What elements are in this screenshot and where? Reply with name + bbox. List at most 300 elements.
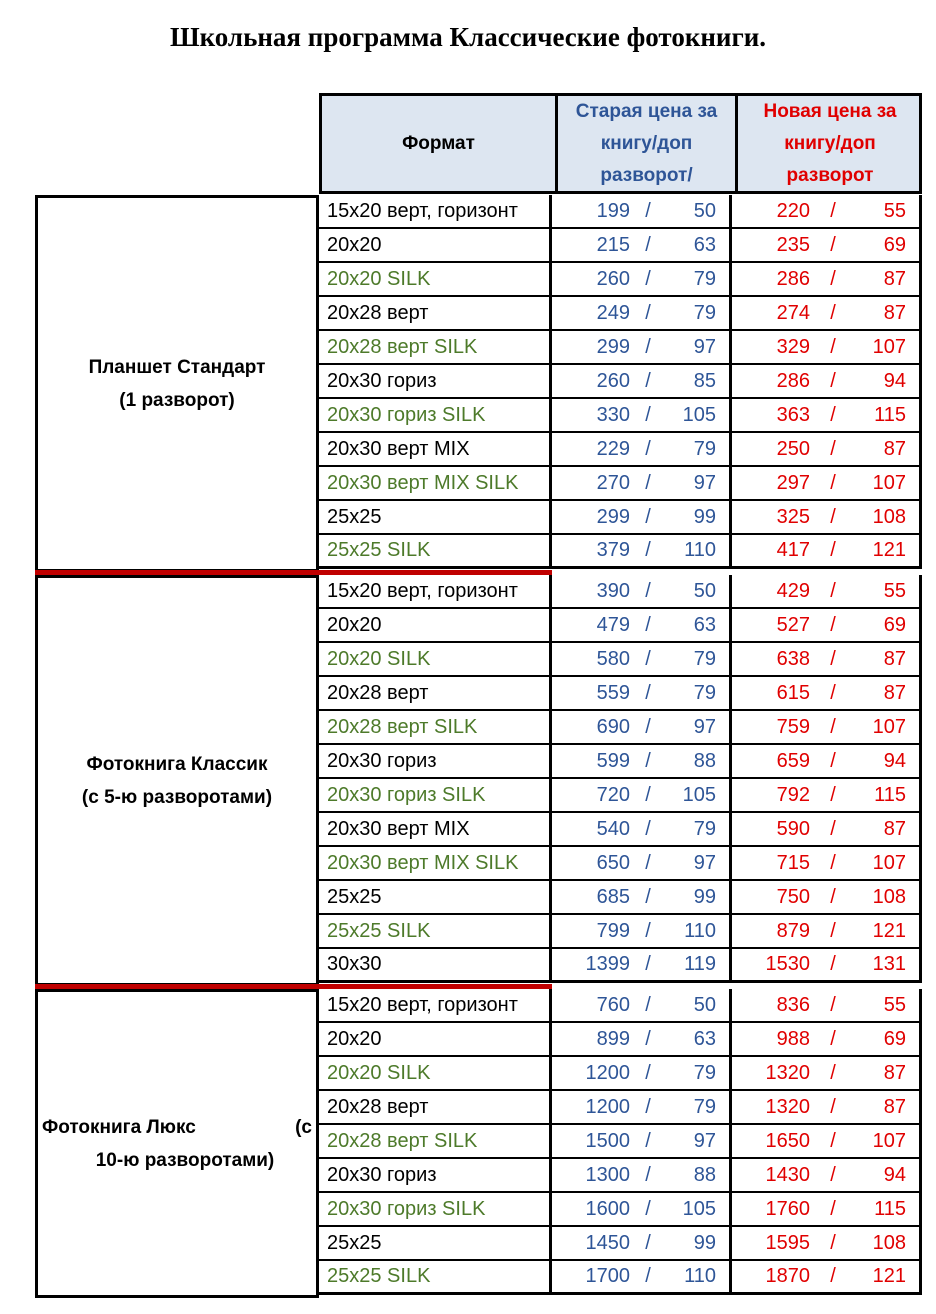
new-price-cell — [732, 1261, 919, 1292]
old-spread-price: 79 — [693, 301, 716, 324]
new-book-price: 329 — [776, 335, 810, 358]
old-price-cell — [552, 575, 732, 607]
group-label-line: 10-ю разворотами) — [95, 1149, 275, 1171]
format-cell: 15x20 верт, горизонт — [319, 195, 552, 227]
price-separator: / — [830, 1095, 836, 1118]
price-separator: / — [645, 1231, 651, 1254]
price-separator: / — [830, 301, 836, 324]
old-spread-price: 79 — [693, 1061, 716, 1084]
old-price-cell — [552, 467, 732, 499]
price-separator: / — [830, 579, 836, 602]
format-cell: 20x30 гориз SILK — [319, 779, 552, 811]
price-separator: / — [830, 369, 836, 392]
price-separator: / — [645, 579, 651, 602]
table-row — [319, 195, 919, 229]
old-book-price: 1450 — [585, 1231, 630, 1254]
format-cell: 15x20 верт, горизонт — [319, 989, 552, 1021]
old-book-price: 799 — [596, 919, 630, 942]
new-spread-price: 107 — [872, 1129, 906, 1152]
old-book-price: 690 — [596, 715, 630, 738]
format-cell: 20x28 верт SILK — [319, 711, 552, 743]
format-cell: 20x30 верт MIX SILK — [319, 847, 552, 879]
old-spread-price: 99 — [693, 885, 716, 908]
old-spread-price: 99 — [693, 1231, 716, 1254]
table-row — [319, 1091, 919, 1125]
format-cell: 20x20 — [319, 609, 552, 641]
old-price-cell — [552, 847, 732, 879]
price-separator: / — [830, 471, 836, 494]
new-book-price: 286 — [776, 369, 810, 392]
old-book-price: 479 — [596, 613, 630, 636]
old-book-price: 330 — [596, 403, 630, 426]
table-row — [319, 779, 919, 813]
table-row — [319, 1193, 919, 1227]
format-cell: 20x30 гориз SILK — [319, 1193, 552, 1225]
new-price-cell — [732, 501, 919, 533]
table-row — [319, 575, 919, 609]
new-price-cell — [732, 949, 919, 980]
table-row — [319, 609, 919, 643]
price-separator: / — [830, 1231, 836, 1254]
new-book-price: 715 — [776, 851, 810, 874]
group-label — [35, 195, 319, 572]
table-row — [319, 365, 919, 399]
format-cell: 20x30 гориз — [319, 745, 552, 777]
section-divider — [35, 570, 552, 575]
new-price-cell — [732, 297, 919, 329]
table-row — [319, 1261, 919, 1295]
price-separator: / — [645, 885, 651, 908]
new-spread-price: 121 — [872, 919, 906, 942]
header-new-line: книгу/доп — [784, 132, 876, 154]
price-separator: / — [645, 267, 651, 290]
new-price-cell — [732, 195, 919, 227]
old-spread-price: 79 — [693, 267, 716, 290]
old-price-cell — [552, 989, 732, 1021]
format-cell: 25x25 SILK — [319, 1261, 552, 1292]
price-separator: / — [645, 817, 651, 840]
new-spread-price: 121 — [872, 539, 906, 561]
price-separator: / — [645, 539, 651, 561]
header-format: Формат — [402, 132, 475, 154]
old-spread-price: 63 — [693, 233, 716, 256]
old-book-price: 1200 — [585, 1061, 630, 1084]
price-separator: / — [830, 1027, 836, 1050]
old-spread-price: 50 — [693, 199, 716, 222]
price-rows — [319, 195, 922, 569]
old-price-cell — [552, 433, 732, 465]
price-separator: / — [645, 505, 651, 528]
new-price-cell — [732, 399, 919, 431]
old-spread-price: 79 — [693, 437, 716, 460]
price-separator: / — [645, 301, 651, 324]
new-price-cell — [732, 711, 919, 743]
old-spread-price: 110 — [684, 1265, 716, 1287]
old-spread-price: 79 — [693, 1095, 716, 1118]
old-spread-price: 63 — [693, 1027, 716, 1050]
table-row — [319, 847, 919, 881]
table-row — [319, 467, 919, 501]
format-cell: 30x30 — [319, 949, 552, 980]
table-row — [319, 1023, 919, 1057]
old-spread-price: 88 — [693, 1163, 716, 1186]
format-cell: 20x28 верт — [319, 1091, 552, 1123]
old-book-price: 270 — [596, 471, 630, 494]
new-book-price: 297 — [776, 471, 810, 494]
format-cell: 20x28 верт SILK — [319, 331, 552, 363]
new-book-price: 235 — [776, 233, 810, 256]
group-section — [35, 575, 922, 986]
old-spread-price: 79 — [693, 647, 716, 670]
header-old-price — [555, 96, 735, 191]
price-separator: / — [830, 613, 836, 636]
new-price-cell — [732, 1159, 919, 1191]
format-cell: 20x20 SILK — [319, 643, 552, 675]
new-book-price: 1650 — [765, 1129, 810, 1152]
price-separator: / — [830, 817, 836, 840]
new-book-price: 759 — [776, 715, 810, 738]
old-price-cell — [552, 881, 732, 913]
new-spread-price: 55 — [883, 993, 906, 1016]
old-book-price: 199 — [596, 199, 630, 222]
table-row — [319, 399, 919, 433]
old-price-cell — [552, 711, 732, 743]
price-separator: / — [645, 471, 651, 494]
new-price-cell — [732, 1227, 919, 1259]
price-separator: / — [645, 1027, 651, 1050]
new-book-price: 220 — [776, 199, 810, 222]
new-spread-price: 55 — [883, 579, 906, 602]
old-price-cell — [552, 949, 732, 980]
format-cell: 25x25 — [319, 1227, 552, 1259]
price-separator: / — [645, 715, 651, 738]
old-price-cell — [552, 1261, 732, 1292]
new-spread-price: 115 — [874, 783, 906, 806]
new-book-price: 879 — [776, 919, 810, 942]
price-separator: / — [830, 885, 836, 908]
old-book-price: 260 — [596, 369, 630, 392]
new-price-cell — [732, 1125, 919, 1157]
price-separator: / — [830, 993, 836, 1016]
new-price-cell — [732, 229, 919, 261]
price-separator: / — [645, 749, 651, 772]
price-separator: / — [830, 335, 836, 358]
format-cell: 20x30 верт MIX — [319, 433, 552, 465]
new-book-price: 527 — [776, 613, 810, 636]
old-price-cell — [552, 399, 732, 431]
price-separator: / — [645, 233, 651, 256]
format-cell: 20x28 верт — [319, 297, 552, 329]
price-separator: / — [645, 1061, 651, 1084]
header-new-line: разворот — [786, 164, 874, 186]
price-separator: / — [830, 505, 836, 528]
old-price-cell — [552, 331, 732, 363]
price-separator: / — [830, 919, 836, 942]
new-price-cell — [732, 263, 919, 295]
price-separator: / — [830, 267, 836, 290]
new-spread-price: 115 — [874, 1197, 906, 1220]
old-book-price: 390 — [596, 579, 630, 602]
new-spread-price: 69 — [883, 613, 906, 636]
table-row — [319, 1125, 919, 1159]
price-separator: / — [830, 1061, 836, 1084]
price-separator: / — [645, 851, 651, 874]
new-book-price: 1870 — [765, 1265, 810, 1287]
old-price-cell — [552, 501, 732, 533]
old-book-price: 229 — [596, 437, 630, 460]
group-label-line: Фотокнига Люкс — [42, 1116, 196, 1138]
table-row — [319, 745, 919, 779]
old-spread-price: 97 — [693, 471, 716, 494]
new-book-price: 615 — [776, 681, 810, 704]
table-row — [319, 1057, 919, 1091]
price-separator: / — [830, 681, 836, 704]
new-book-price: 590 — [776, 817, 810, 840]
old-price-cell — [552, 609, 732, 641]
old-book-price: 1600 — [585, 1197, 630, 1220]
old-spread-price: 85 — [693, 369, 716, 392]
old-book-price: 1399 — [585, 953, 630, 975]
old-spread-price: 97 — [693, 335, 716, 358]
group-label-line: (с 5-ю разворотами) — [81, 786, 273, 808]
new-spread-price: 94 — [883, 1163, 906, 1186]
group-label-line: Планшет Стандарт — [88, 356, 266, 378]
new-spread-price: 108 — [872, 885, 906, 908]
price-separator: / — [645, 369, 651, 392]
format-cell: 20x20 SILK — [319, 1057, 552, 1089]
table-row — [319, 989, 919, 1023]
new-price-cell — [732, 881, 919, 913]
old-price-cell — [552, 745, 732, 777]
table-row — [319, 1227, 919, 1261]
old-book-price: 559 — [596, 681, 630, 704]
old-price-cell — [552, 1057, 732, 1089]
new-book-price: 1320 — [765, 1095, 810, 1118]
group-label — [35, 989, 319, 1298]
new-spread-price: 107 — [872, 851, 906, 874]
group-section — [35, 989, 922, 1298]
price-separator: / — [830, 1129, 836, 1152]
new-spread-price: 87 — [883, 267, 906, 290]
format-cell: 20x30 верт MIX SILK — [319, 467, 552, 499]
price-separator: / — [645, 1197, 651, 1220]
new-spread-price: 107 — [872, 715, 906, 738]
price-separator: / — [645, 199, 651, 222]
table-row — [319, 501, 919, 535]
price-separator: / — [830, 1265, 836, 1287]
price-separator: / — [645, 783, 651, 806]
old-spread-price: 119 — [684, 953, 716, 975]
new-spread-price: 87 — [883, 817, 906, 840]
old-book-price: 899 — [596, 1027, 630, 1050]
table-row — [319, 949, 919, 983]
format-cell: 20x20 — [319, 229, 552, 261]
price-separator: / — [830, 715, 836, 738]
price-separator: / — [645, 437, 651, 460]
price-separator: / — [645, 1163, 651, 1186]
new-book-price: 363 — [776, 403, 810, 426]
new-book-price: 429 — [776, 579, 810, 602]
new-price-cell — [732, 643, 919, 675]
table-row — [319, 711, 919, 745]
table-row — [319, 229, 919, 263]
new-spread-price: 94 — [883, 749, 906, 772]
old-price-cell — [552, 1227, 732, 1259]
old-spread-price: 88 — [693, 749, 716, 772]
table-row — [319, 677, 919, 711]
new-spread-price: 107 — [872, 471, 906, 494]
old-spread-price: 97 — [693, 715, 716, 738]
old-price-cell — [552, 263, 732, 295]
new-book-price: 274 — [776, 301, 810, 324]
section-divider — [35, 984, 552, 989]
new-spread-price: 107 — [872, 335, 906, 358]
group-label — [35, 575, 319, 986]
price-separator: / — [830, 1163, 836, 1186]
group-label-line: (1 разворот) — [119, 389, 235, 411]
new-spread-price: 108 — [872, 1231, 906, 1254]
old-spread-price: 79 — [693, 681, 716, 704]
old-price-cell — [552, 915, 732, 947]
price-separator: / — [645, 953, 651, 975]
format-cell: 20x30 верт MIX — [319, 813, 552, 845]
old-spread-price: 110 — [684, 539, 716, 561]
price-separator: / — [830, 1197, 836, 1220]
price-separator: / — [830, 953, 836, 975]
new-book-price: 1760 — [765, 1197, 810, 1220]
format-cell: 25x25 SILK — [319, 915, 552, 947]
table-row — [319, 915, 919, 949]
new-price-cell — [732, 1023, 919, 1055]
new-book-price: 659 — [776, 749, 810, 772]
new-book-price: 1530 — [765, 953, 810, 975]
table-row — [319, 643, 919, 677]
format-cell: 20x28 верт — [319, 677, 552, 709]
old-spread-price: 97 — [693, 1129, 716, 1152]
price-separator: / — [645, 647, 651, 670]
old-price-cell — [552, 643, 732, 675]
old-spread-price: 63 — [693, 613, 716, 636]
price-separator: / — [645, 993, 651, 1016]
old-book-price: 1200 — [585, 1095, 630, 1118]
old-price-cell — [552, 535, 732, 566]
new-price-cell — [732, 779, 919, 811]
old-spread-price: 50 — [693, 993, 716, 1016]
table-row — [319, 535, 919, 569]
new-book-price: 750 — [776, 885, 810, 908]
format-cell: 15x20 верт, горизонт — [319, 575, 552, 607]
new-price-cell — [732, 1193, 919, 1225]
new-price-cell — [732, 1091, 919, 1123]
price-separator: / — [645, 1095, 651, 1118]
table-row — [319, 1159, 919, 1193]
price-separator: / — [830, 403, 836, 426]
old-spread-price: 79 — [693, 817, 716, 840]
new-spread-price: 87 — [883, 301, 906, 324]
price-separator: / — [830, 783, 836, 806]
new-price-cell — [732, 1057, 919, 1089]
new-price-cell — [732, 331, 919, 363]
new-price-cell — [732, 535, 919, 566]
old-book-price: 540 — [596, 817, 630, 840]
old-price-cell — [552, 813, 732, 845]
price-separator: / — [830, 539, 836, 561]
price-separator: / — [645, 403, 651, 426]
price-rows — [319, 575, 922, 983]
table-row — [319, 433, 919, 467]
new-price-cell — [732, 365, 919, 397]
new-book-price: 1430 — [765, 1163, 810, 1186]
new-spread-price: 87 — [883, 437, 906, 460]
new-book-price: 1595 — [765, 1231, 810, 1254]
old-price-cell — [552, 779, 732, 811]
old-book-price: 299 — [596, 505, 630, 528]
old-book-price: 260 — [596, 267, 630, 290]
old-book-price: 379 — [596, 539, 630, 561]
old-price-cell — [552, 677, 732, 709]
new-book-price: 988 — [776, 1027, 810, 1050]
table-row — [319, 813, 919, 847]
new-book-price: 836 — [776, 993, 810, 1016]
header-old-line: разворот/ — [600, 164, 693, 186]
old-book-price: 215 — [596, 233, 630, 256]
old-price-cell — [552, 195, 732, 227]
new-price-cell — [732, 915, 919, 947]
price-separator: / — [645, 1265, 651, 1287]
old-price-cell — [552, 1159, 732, 1191]
old-book-price: 720 — [596, 783, 630, 806]
old-book-price: 580 — [596, 647, 630, 670]
new-price-cell — [732, 847, 919, 879]
old-price-cell — [552, 229, 732, 261]
new-spread-price: 87 — [883, 681, 906, 704]
format-cell: 25x25 SILK — [319, 535, 552, 566]
group-section — [35, 195, 922, 572]
old-book-price: 650 — [596, 851, 630, 874]
table-row — [319, 331, 919, 365]
new-spread-price: 131 — [872, 953, 906, 975]
price-separator: / — [645, 1129, 651, 1152]
old-book-price: 760 — [596, 993, 630, 1016]
new-spread-price: 69 — [883, 1027, 906, 1050]
price-rows — [319, 989, 922, 1295]
new-spread-price: 115 — [874, 403, 906, 426]
format-cell: 20x20 — [319, 1023, 552, 1055]
new-price-cell — [732, 467, 919, 499]
old-spread-price: 110 — [684, 919, 716, 942]
price-separator: / — [645, 613, 651, 636]
new-price-cell — [732, 609, 919, 641]
group-label-line: (с — [295, 1116, 312, 1138]
price-separator: / — [645, 335, 651, 358]
new-book-price: 286 — [776, 267, 810, 290]
new-spread-price: 55 — [883, 199, 906, 222]
old-spread-price: 97 — [693, 851, 716, 874]
price-separator: / — [645, 919, 651, 942]
old-spread-price: 105 — [682, 783, 716, 806]
header-new-line: Новая цена за — [763, 100, 897, 122]
old-price-cell — [552, 1091, 732, 1123]
old-book-price: 249 — [596, 301, 630, 324]
new-book-price: 638 — [776, 647, 810, 670]
price-separator: / — [830, 851, 836, 874]
new-spread-price: 108 — [872, 505, 906, 528]
table-row — [319, 263, 919, 297]
price-separator: / — [830, 749, 836, 772]
group-label-line: Фотокнига Классик — [86, 753, 268, 775]
new-spread-price: 87 — [883, 1095, 906, 1118]
old-price-cell — [552, 365, 732, 397]
